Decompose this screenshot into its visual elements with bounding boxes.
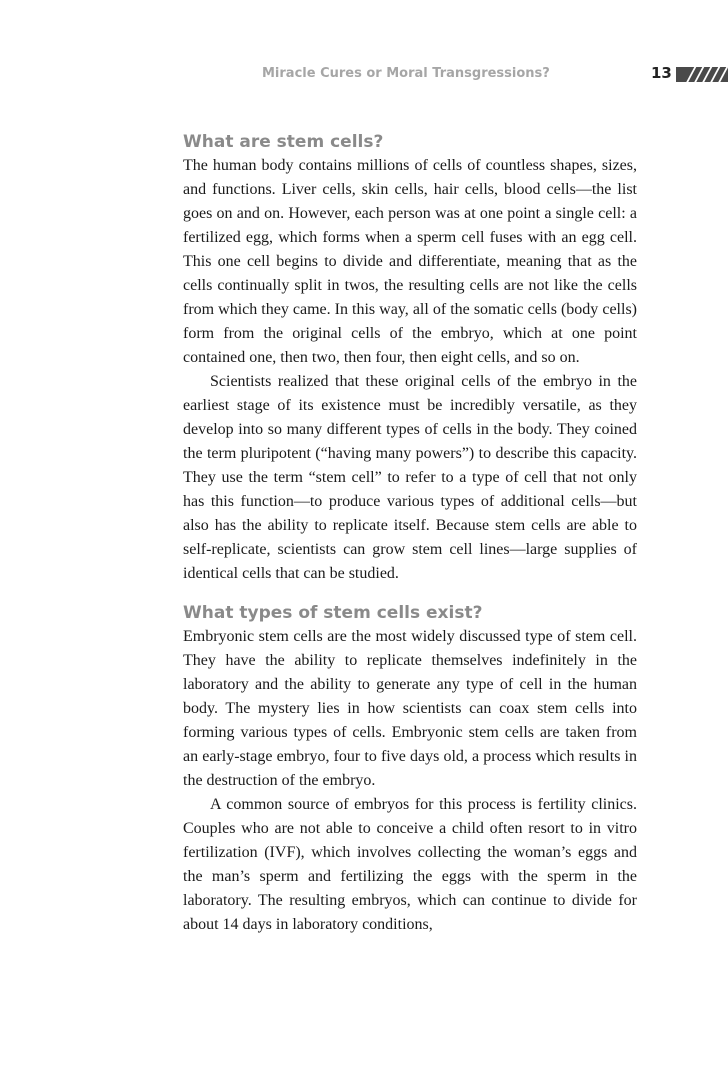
page-number: 13 <box>651 64 672 82</box>
body-paragraph: The human body contains millions of cells of countless shapes, sizes, and functions. Liver cells, skin cells, hair cells, blood cells—the list goes on and on. However, each person was at one point a single cell: a fertilized egg, which forms when a sperm cell fuses with an egg cell. This one cell begins to divide and differentiate, meaning that as the cells continually split in twos, the resulting cells are not like the cells from which they came. In this way, all of the somatic cells (body cells) form from the original cells of the embryo, which at one point contained one, then two, then four, then eight cells, and so on. <box>183 157 637 366</box>
section-heading-stem-cell-types: What types of stem cells exist? <box>183 603 483 623</box>
running-head-title: Miracle Cures or Moral Transgressions? <box>262 66 550 81</box>
page-number-bar-ornament <box>676 67 728 82</box>
body-paragraph: A common source of embryos for this process is fertility clinics. Couples who are not able to conceive a child often resort to in vitro fertilization (IVF), which involves collecting the woman’s eggs and the man’s sperm and fertilizing the eggs with the sperm in the laboratory. The resulting embryos, which can continue to divide for about 14 days in laboratory conditions, <box>183 796 637 933</box>
section-heading-stem-cells: What are stem cells? <box>183 132 384 152</box>
body-paragraph: Embryonic stem cells are the most widely discussed type of stem cell. They have the ability to replicate themselves indefinitely in the laboratory and the ability to generate any type of cell in the human body. The mystery lies in how scientists can coax stem cells into forming various types of cells. Embryonic stem cells are taken from an early-stage embryo, four to five days old, a process which results in the destruction of the embryo. <box>183 628 637 789</box>
page-body <box>183 130 637 937</box>
body-paragraph: Scientists realized that these original cells of the embryo in the earliest stage of its existence must be incredibly versatile, as they develop into so many different types of cells in the body. They coined the term pluripotent (“having many powers”) to describe this capacity. They use the term “stem cell” to refer to a type of cell that not only has this function—to produce various types of additional cells—but also has the ability to replicate itself. Because stem cells are able to self-replicate, scientists can grow stem cell lines—large supplies of identical cells that can be studied. <box>183 373 637 582</box>
